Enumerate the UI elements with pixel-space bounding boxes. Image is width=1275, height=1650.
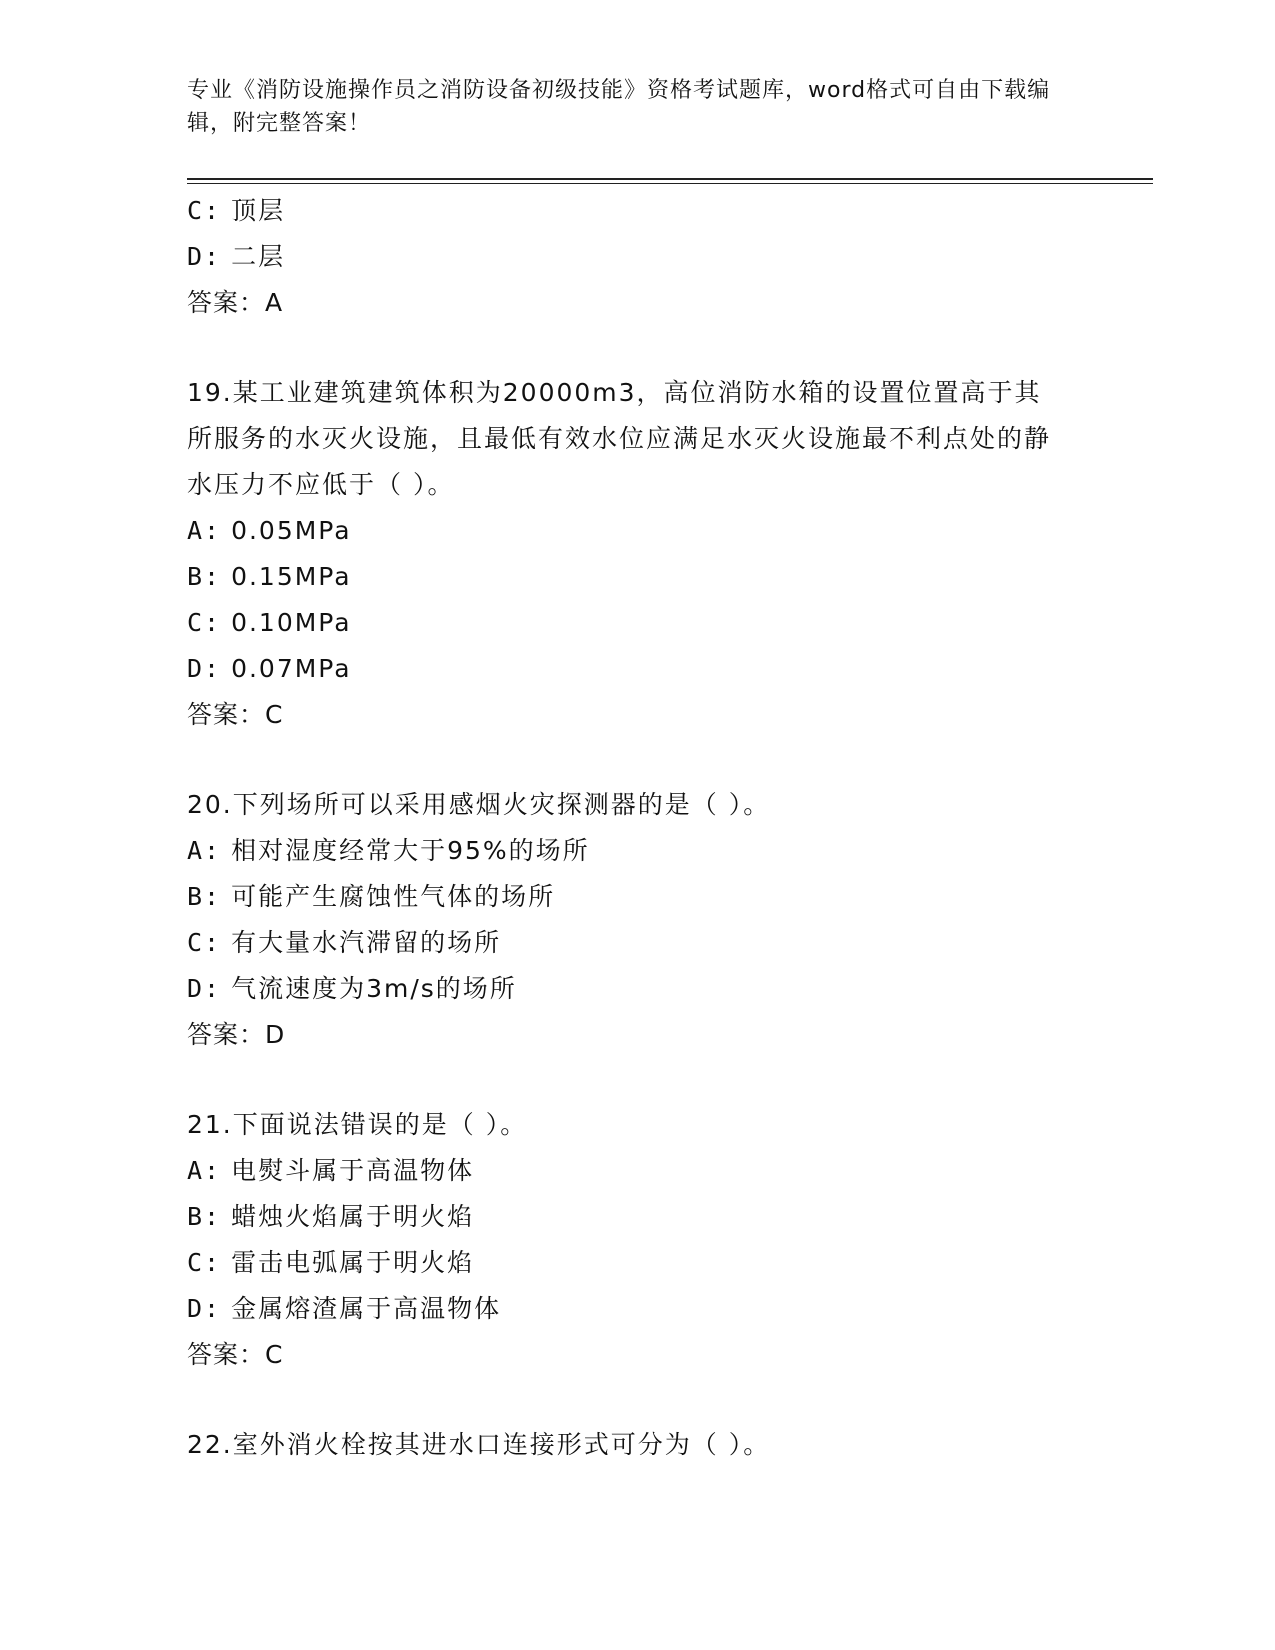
option-label: C: [187, 1248, 222, 1277]
option-c [187, 1240, 1087, 1286]
answer-line: 答案：D [187, 1020, 286, 1049]
page-header-text: 专业《消防设施操作员之消防设备初级技能》资格考试题库，word格式可自由下载编辑，附完整答案！ [187, 78, 1051, 136]
option-label: D: [187, 974, 222, 1003]
option-text: 雷击电弧属于明火焰 [231, 1248, 475, 1277]
question-stem: 19.某工业建筑建筑体积为20000m3，高位消防水箱的设置位置高于其所服务的水灭火设施，且最低有效水位应满足水灭火设施最不利点处的静水压力不应低于（ ）。 [187, 378, 1052, 499]
option-text: 二层 [231, 242, 286, 271]
option-text: 金属熔渣属于高温物体 [231, 1294, 502, 1323]
option-label: B: [187, 562, 222, 591]
option-a [187, 1148, 1087, 1194]
option-c [187, 920, 1087, 966]
option-text: 气流速度为3m/s的场所 [231, 974, 517, 1003]
question-content [187, 188, 1087, 1468]
option-label: C: [187, 196, 222, 225]
question-22 [187, 1422, 1087, 1468]
option-label: C: [187, 928, 222, 957]
option-a [187, 508, 1087, 554]
spacer [187, 1058, 1087, 1102]
option-b [187, 1194, 1087, 1240]
option-label: D: [187, 242, 222, 271]
option-b [187, 874, 1087, 920]
answer-line: 答案：C [187, 700, 284, 729]
question-21 [187, 1102, 1087, 1378]
option-d [187, 1286, 1087, 1332]
option-b [187, 554, 1087, 600]
question-18-tail [187, 188, 1087, 326]
header-rule-thick [187, 178, 1153, 180]
option-text: 可能产生腐蚀性气体的场所 [231, 882, 556, 911]
option-a [187, 828, 1087, 874]
option-d [187, 646, 1087, 692]
answer-line: 答案：C [187, 1340, 284, 1369]
option-label: D: [187, 1294, 222, 1323]
option-d [187, 966, 1087, 1012]
spacer [187, 326, 1087, 370]
question-19 [187, 370, 1087, 738]
answer-line: 答案：A [187, 288, 284, 317]
option-text: 顶层 [231, 196, 286, 225]
option-label: A: [187, 836, 222, 865]
option-label: D: [187, 654, 222, 683]
header-rule-thin [187, 183, 1153, 184]
option-text: 电熨斗属于高温物体 [231, 1156, 475, 1185]
option-label: A: [187, 1156, 222, 1185]
option-d [187, 234, 1087, 280]
question-stem: 20.下列场所可以采用感烟火灾探测器的是（ ）。 [187, 790, 771, 819]
option-c [187, 188, 1087, 234]
option-c [187, 600, 1087, 646]
option-label: A: [187, 516, 222, 545]
option-label: B: [187, 882, 222, 911]
spacer [187, 1378, 1087, 1422]
option-text: 0.10MPa [231, 608, 352, 637]
question-20 [187, 782, 1087, 1058]
option-text: 相对湿度经常大于95%的场所 [231, 836, 590, 865]
option-label: B: [187, 1202, 222, 1231]
option-text: 0.05MPa [231, 516, 352, 545]
question-stem: 22.室外消火栓按其进水口连接形式可分为（ ）。 [187, 1430, 771, 1459]
option-label: C: [187, 608, 222, 637]
option-text: 0.15MPa [231, 562, 352, 591]
option-text: 0.07MPa [231, 654, 352, 683]
option-text: 蜡烛火焰属于明火焰 [231, 1202, 475, 1231]
option-text: 有大量水汽滞留的场所 [231, 928, 502, 957]
question-stem: 21.下面说法错误的是（ ）。 [187, 1110, 528, 1139]
spacer [187, 738, 1087, 782]
